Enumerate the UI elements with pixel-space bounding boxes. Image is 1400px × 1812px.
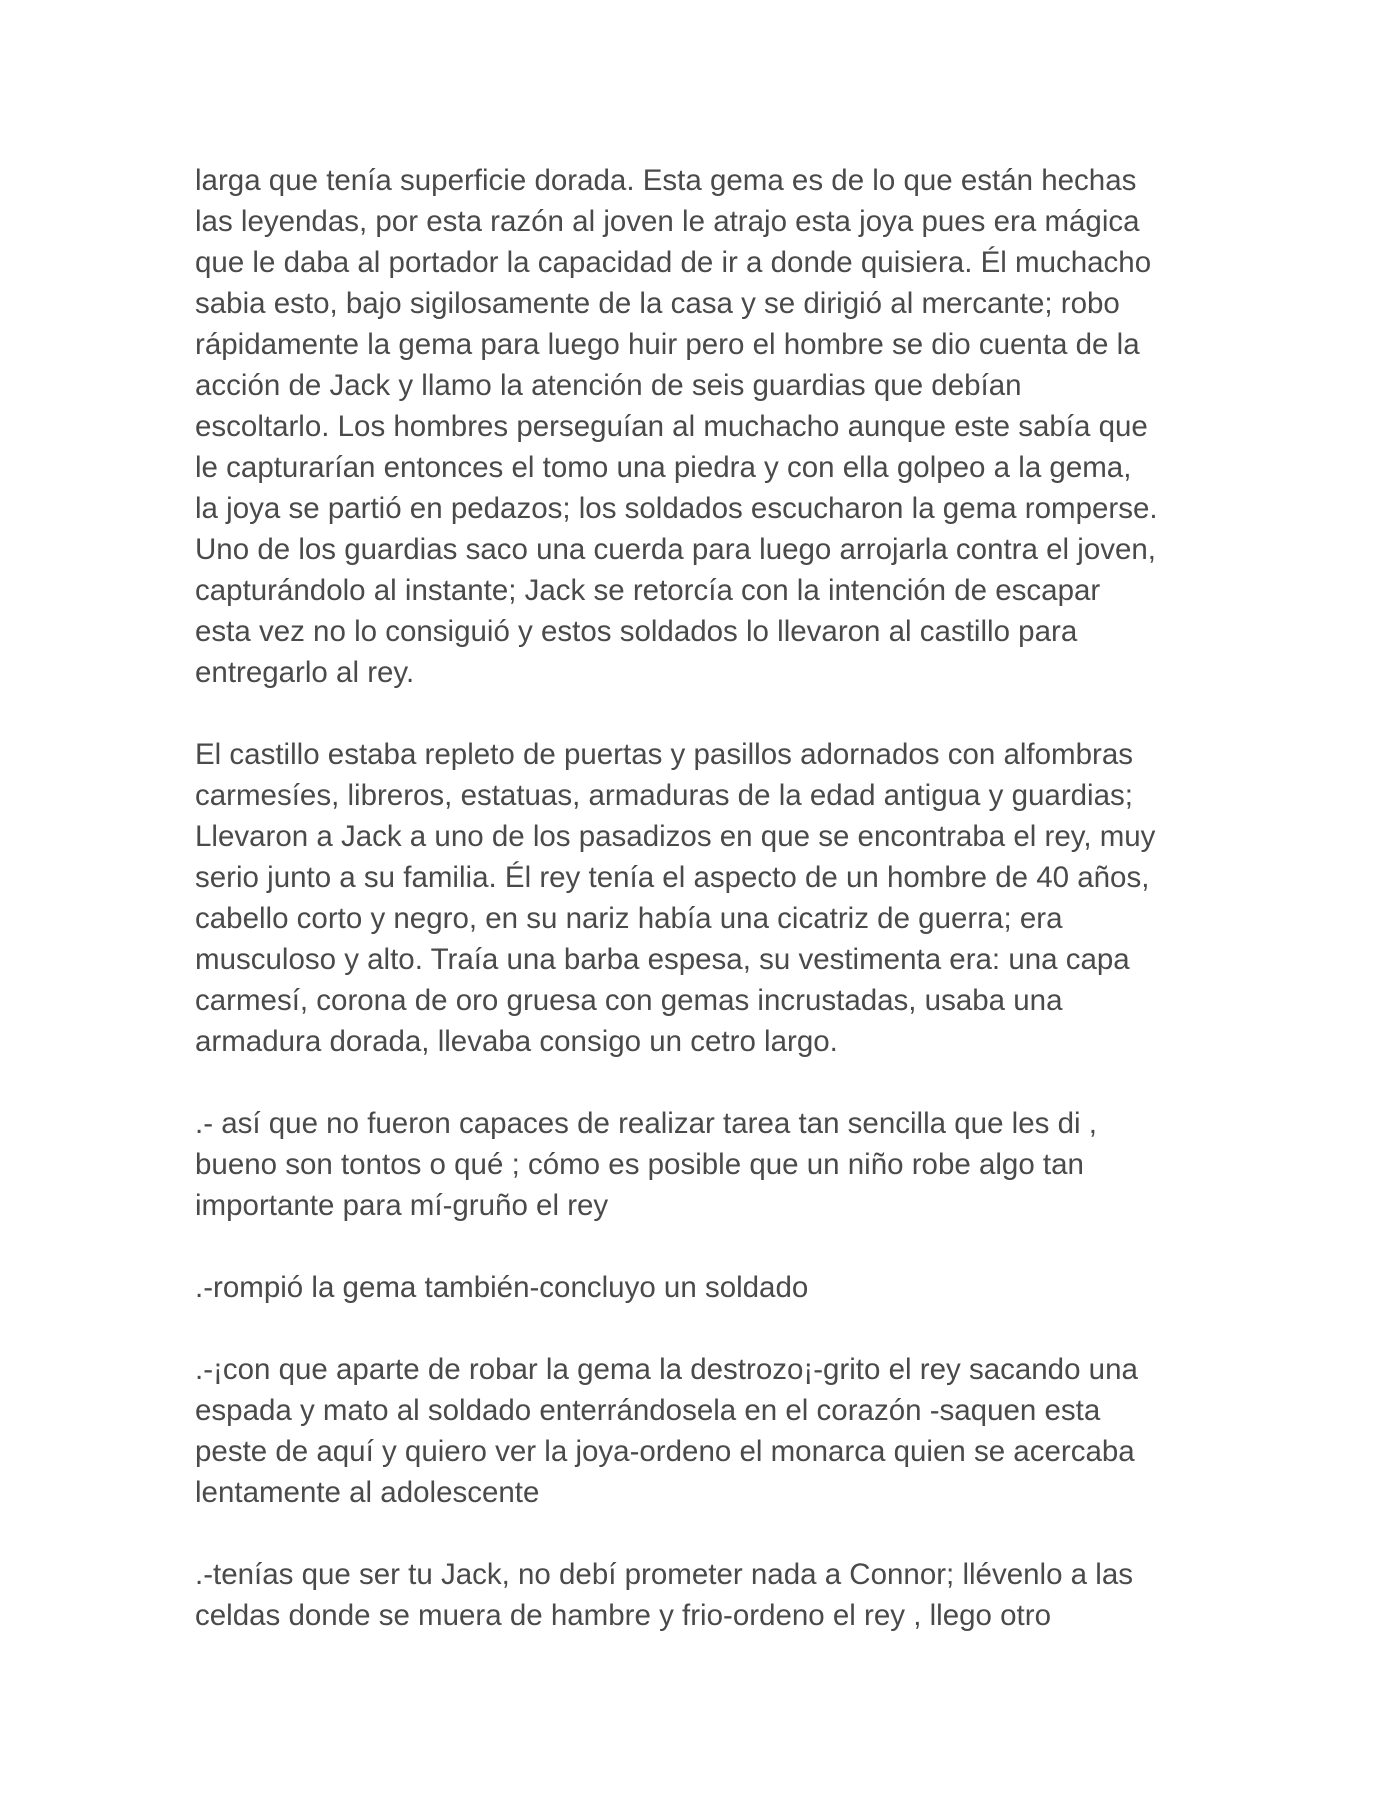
paragraph: [195, 1554, 1215, 1636]
paragraph: [195, 1103, 1215, 1226]
text-line: importante para mí-gruño el rey: [195, 1189, 609, 1222]
text-line: carmesí, corona de oro gruesa con gemas incrustadas, usaba una: [195, 984, 1063, 1017]
text-line: cabello corto y negro, en su nariz había una cicatriz de guerra; era: [195, 902, 1063, 935]
text-line: serio junto a su familia. Él rey tenía el aspecto de un hombre de 40 años,: [195, 861, 1150, 894]
text-line: .- así que no fueron capaces de realizar tarea tan sencilla que les di ,: [195, 1107, 1097, 1140]
paragraph: [195, 1267, 1215, 1308]
text-line: le capturarían entonces el tomo una piedra y con ella golpeo a la gema,: [195, 451, 1132, 484]
text-line: acción de Jack y llamo la atención de seis guardias que debían: [195, 369, 1022, 402]
paragraph: [195, 734, 1215, 1062]
text-line: El castillo estaba repleto de puertas y pasillos adornados con alfombras: [195, 738, 1133, 771]
text-line: capturándolo al instante; Jack se retorcía con la intención de escapar: [195, 574, 1101, 607]
text-line: carmesíes, libreros, estatuas, armaduras de la edad antigua y guardias;: [195, 779, 1133, 812]
text-line: bueno son tontos o qué ; cómo es posible que un niño robe algo tan: [195, 1148, 1084, 1181]
text-line: entregarlo al rey.: [195, 656, 415, 689]
paragraph: [195, 1349, 1215, 1513]
text-line: espada y mato al soldado enterrándosela en el corazón -saquen esta: [195, 1394, 1101, 1427]
text-line: lentamente al adolescente: [195, 1476, 540, 1509]
text-line: sabia esto, bajo sigilosamente de la casa y se dirigió al mercante; robo: [195, 287, 1120, 320]
paragraph: [195, 160, 1215, 693]
text-line: armadura dorada, llevaba consigo un cetro largo.: [195, 1025, 838, 1058]
text-line: .-¡con que aparte de robar la gema la destrozo¡-grito el rey sacando una: [195, 1353, 1138, 1386]
text-line: la joya se partió en pedazos; los soldados escucharon la gema romperse.: [195, 492, 1158, 525]
text-line: que le daba al portador la capacidad de ir a donde quisiera. Él muchacho: [195, 246, 1152, 279]
text-line: Uno de los guardias saco una cuerda para luego arrojarla contra el joven,: [195, 533, 1156, 566]
text-line: celdas donde se muera de hambre y frio-ordeno el rey , llego otro: [195, 1599, 1051, 1632]
text-line: larga que tenía superficie dorada. Esta gema es de lo que están hechas: [195, 164, 1137, 197]
document-body: [195, 160, 1215, 1677]
text-line: esta vez no lo consiguió y estos soldados lo llevaron al castillo para: [195, 615, 1078, 648]
text-line: Llevaron a Jack a uno de los pasadizos en que se encontraba el rey, muy: [195, 820, 1156, 853]
text-line: .-rompió la gema también-concluyo un soldado: [195, 1271, 809, 1304]
text-line: .-tenías que ser tu Jack, no debí prometer nada a Connor; llévenlo a las: [195, 1558, 1133, 1591]
text-line: peste de aquí y quiero ver la joya-ordeno el monarca quien se acercaba: [195, 1435, 1135, 1468]
text-line: musculoso y alto. Traía una barba espesa, su vestimenta era: una capa: [195, 943, 1130, 976]
text-line: rápidamente la gema para luego huir pero el hombre se dio cuenta de la: [195, 328, 1140, 361]
text-line: las leyendas, por esta razón al joven le atrajo esta joya pues era mágica: [195, 205, 1140, 238]
text-line: escoltarlo. Los hombres perseguían al muchacho aunque este sabía que: [195, 410, 1148, 443]
